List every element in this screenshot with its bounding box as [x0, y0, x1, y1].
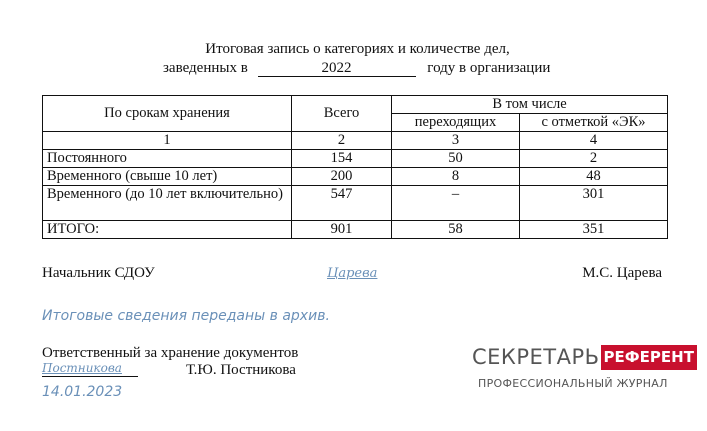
- column-number: 4: [520, 132, 668, 150]
- header-ek: с отметкой «ЭК»: [520, 114, 668, 132]
- row-total: 154: [292, 150, 392, 168]
- table-total-row: [43, 221, 668, 239]
- row-carryover: 50: [392, 150, 520, 168]
- row-carryover: 8: [392, 168, 520, 186]
- row-total: 200: [292, 168, 392, 186]
- document-title: [0, 40, 707, 76]
- header-total: Всего: [292, 96, 392, 132]
- logo-subtitle: ПРОФЕССИОНАЛЬНЫЙ ЖУРНАЛ: [478, 377, 668, 390]
- column-number: 2: [292, 132, 392, 150]
- year-field: 2022: [258, 60, 416, 77]
- signature-line: [42, 376, 138, 377]
- handwritten-date: 14.01.2023: [42, 384, 123, 400]
- row-name: ИТОГО:: [43, 221, 292, 239]
- logo-word-1: СЕКРЕТАРЬ: [472, 345, 600, 369]
- title-line-2: [163, 59, 550, 78]
- journal-logo: [472, 345, 694, 395]
- head-name: М.С. Царева: [582, 265, 662, 281]
- row-ek: 301: [520, 186, 668, 221]
- title-suffix: году в организации: [427, 60, 551, 76]
- row-ek: 2: [520, 150, 668, 168]
- row-ek: 351: [520, 221, 668, 239]
- head-position: Начальник СДОУ: [42, 265, 155, 281]
- row-name: Временного (до 10 лет включительно): [43, 186, 292, 221]
- row-carryover: –: [392, 186, 520, 221]
- table-row: [43, 150, 668, 168]
- header-retention: По срокам хранения: [43, 96, 292, 132]
- logo-wordmark: [472, 345, 697, 370]
- row-total: 901: [292, 221, 392, 239]
- header-including: В том числе: [392, 96, 668, 114]
- column-numbers-row: [43, 132, 668, 150]
- row-carryover: 58: [392, 221, 520, 239]
- row-ek: 48: [520, 168, 668, 186]
- title-line-1: Итоговая запись о категориях и количестве дел,: [205, 41, 510, 57]
- title-prefix: заведенных в: [163, 60, 248, 76]
- head-signature: Царева: [327, 266, 378, 281]
- records-table: [42, 95, 668, 239]
- responsible-name: Т.Ю. Постникова: [186, 362, 296, 378]
- header-carryover: переходящих: [392, 114, 520, 132]
- table-row: [43, 186, 668, 221]
- responsible-position: Ответственный за хранение документов: [42, 345, 299, 361]
- row-name: Временного (свыше 10 лет): [43, 168, 292, 186]
- table-row: [43, 168, 668, 186]
- column-number: 1: [43, 132, 292, 150]
- column-number: 3: [392, 132, 520, 150]
- row-name: Постоянного: [43, 150, 292, 168]
- responsible-signature: Постникова: [42, 361, 122, 375]
- logo-word-2: РЕФЕРЕНТ: [601, 345, 697, 370]
- archive-note: Итоговые сведения переданы в архив.: [42, 308, 330, 324]
- row-total: 547: [292, 186, 392, 221]
